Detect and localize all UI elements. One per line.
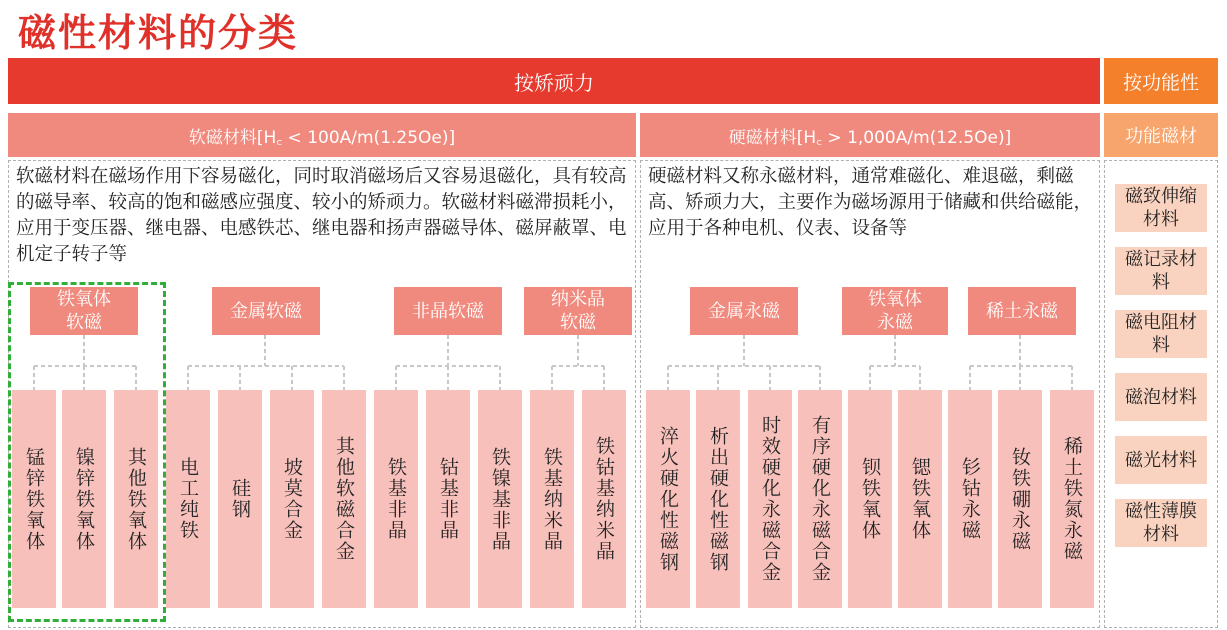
leaf-refen-magnet: 稀土铁氮永磁 — [1050, 390, 1094, 608]
leaf-nizn-ferrite: 镍锌铁氧体 — [62, 390, 106, 608]
leaf-aging-hardening-alloy: 时效硬化永磁合金 — [748, 390, 792, 608]
leaf-fe-nanocrystal: 铁基纳米晶 — [530, 390, 574, 608]
leaf-ndfeb-magnet: 钕铁硼永磁 — [998, 390, 1042, 608]
func-magneto-optical: 磁光材料 — [1115, 436, 1207, 484]
leaf-feco-nanocrystal: 铁钴基纳米晶 — [582, 390, 626, 608]
category-ferrite-permanent: 铁氧体 永磁 — [842, 287, 948, 335]
leaf-other-soft-alloy: 其他软磁合金 — [322, 390, 366, 608]
category-amorphous-soft: 非晶软磁 — [394, 287, 502, 335]
leaf-precipitation-hardening-steel: 析出硬化性磁钢 — [696, 390, 740, 608]
coercivity-band: 按矫顽力 — [8, 58, 1100, 104]
leaf-silicon-steel: 硅钢 — [218, 390, 262, 608]
page-title: 磁性材料的分类 — [18, 11, 299, 55]
category-metal-permanent: 金属永磁 — [690, 287, 798, 335]
soft-header: 软磁材料[H꜀ < 100A/m(1.25Oe)] — [8, 113, 636, 157]
hard-description: 硬磁材料又称永磁材料，通常难磁化、难退磁，剩磁高、矫顽力大，主要作为磁场源用于储藏和供给磁能，应用于各种电机、仪表、设备等 — [648, 166, 1093, 239]
func-magnetic-recording: 磁记录材料 — [1115, 247, 1207, 295]
leaf-quench-hardening-steel: 淬火硬化性磁钢 — [646, 390, 690, 608]
func-magnetic-thin-film: 磁性薄膜材料 — [1115, 499, 1207, 547]
category-soft-ferrite: 铁氧体 软磁 — [30, 287, 138, 335]
leaf-mnzn-ferrite: 锰锌铁氧体 — [12, 390, 56, 608]
function-band: 按功能性 — [1104, 58, 1218, 104]
func-magnetostrictive: 磁致伸缩材料 — [1115, 184, 1207, 232]
func-magnetic-bubble: 磁泡材料 — [1115, 373, 1207, 421]
leaf-barium-ferrite: 钡铁氧体 — [848, 390, 892, 608]
leaf-co-amorphous: 钴基非晶 — [426, 390, 470, 608]
leaf-feni-amorphous: 铁镍基非晶 — [478, 390, 522, 608]
leaf-permalloy: 坡莫合金 — [270, 390, 314, 608]
func-magnetoresistive: 磁电阻材料 — [1115, 310, 1207, 358]
leaf-smco-magnet: 钐钴永磁 — [948, 390, 992, 608]
leaf-electrical-iron: 电工纯铁 — [166, 390, 210, 608]
hard-header: 硬磁材料[H꜀ > 1,000A/m(12.5Oe)] — [640, 113, 1100, 157]
leaf-fe-amorphous: 铁基非晶 — [374, 390, 418, 608]
leaf-other-ferrite: 其他铁氧体 — [114, 390, 158, 608]
category-rare-earth-permanent: 稀土永磁 — [968, 287, 1076, 335]
leaf-ordered-hardening-alloy: 有序硬化永磁合金 — [798, 390, 842, 608]
soft-description: 软磁材料在磁场作用下容易磁化，同时取消磁场后又容易退磁化，具有较高的磁导率、较高的饱和磁感应强度、较小的矫顽力。软磁材料磁滞损耗小，应用于变压器、继电器、电感铁芯、继电器和扬声器磁导体、磁屏蔽罩、电机定子转子等 — [16, 166, 627, 265]
category-metal-soft: 金属软磁 — [212, 287, 320, 335]
leaf-strontium-ferrite: 锶铁氧体 — [898, 390, 942, 608]
functional-header: 功能磁材 — [1104, 113, 1218, 157]
category-nanocrystal-soft: 纳米晶 软磁 — [524, 287, 632, 335]
